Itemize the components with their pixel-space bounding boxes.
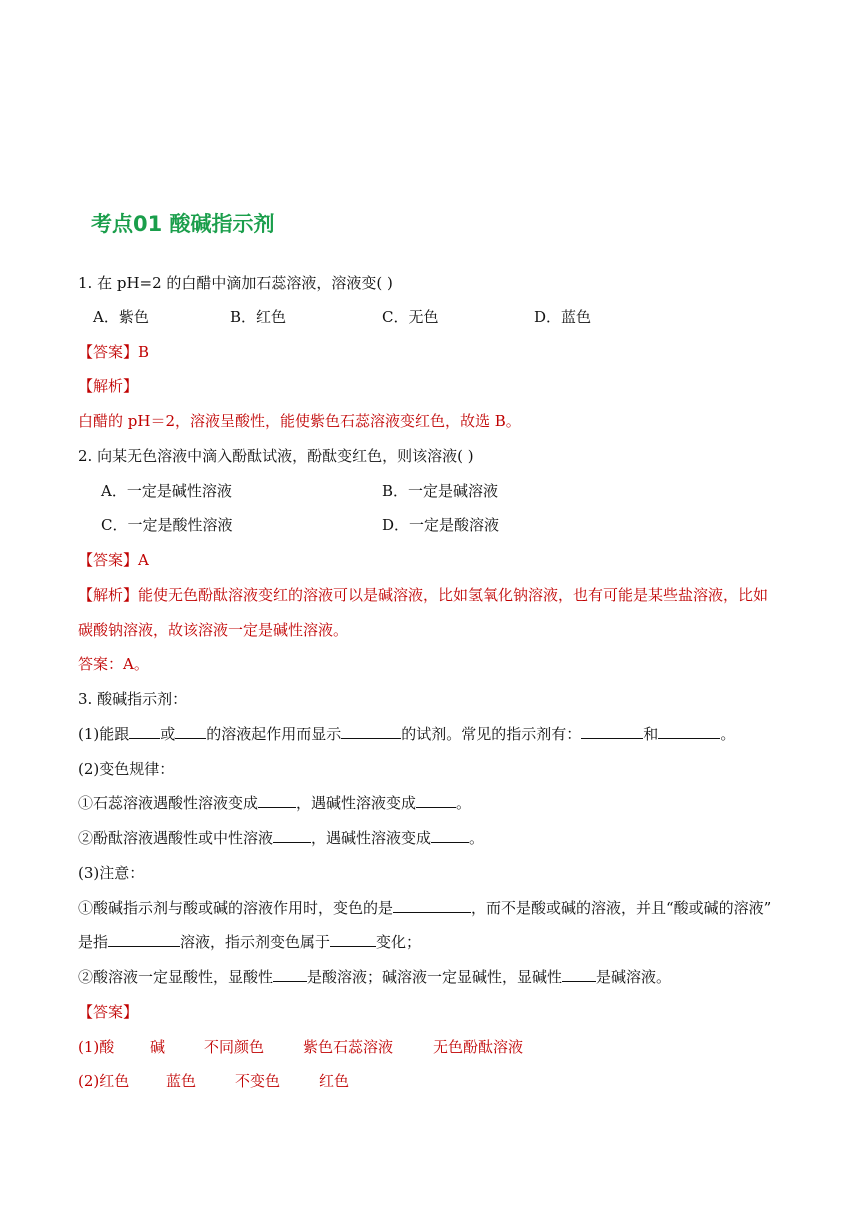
q3-part-3-item-1-line-2 xyxy=(78,932,421,952)
q1-answer: 【答案】B xyxy=(78,343,150,361)
q3-part-3-item-1-line-1 xyxy=(78,898,771,918)
q3-p1-text-d: 的试剂。常见的指示剂有： xyxy=(401,725,582,743)
q1-analysis-label: 【解析】 xyxy=(78,377,139,395)
q3-p2-2-text-a: ②酚酞溶液遇酸性或中性溶液 xyxy=(78,829,274,847)
blank[interactable] xyxy=(273,828,311,843)
q2-option-a: A．一定是碱性溶液 xyxy=(101,482,232,500)
q3-part-2-item-1 xyxy=(78,793,471,813)
q1-option-b: B．红色 xyxy=(230,308,287,326)
q3-p3-3-text-c: 是碱溶液。 xyxy=(596,968,672,986)
blank[interactable] xyxy=(393,898,471,913)
question-3-stem: 3. 酸碱指示剂： xyxy=(78,690,188,708)
q1-option-d: D．蓝色 xyxy=(534,308,592,326)
blank[interactable] xyxy=(108,932,180,947)
q3-p1-text-a: (1)能跟 xyxy=(78,725,130,743)
blank[interactable] xyxy=(341,724,401,739)
q3-p1-text-e: 和 xyxy=(643,725,659,743)
q3-p3-3-text-b: 是酸溶液；碱溶液一定显碱性，显碱性 xyxy=(307,968,563,986)
blank[interactable] xyxy=(562,967,596,982)
q3-p3-1-text-b: ，而不是酸或碱的溶液，并且“酸或碱的溶液” xyxy=(471,899,772,917)
q3-p1-text-b: 或 xyxy=(160,725,176,743)
q3-p2-1-text-c: 。 xyxy=(456,794,472,812)
q3-p3-1-text-a: ①酸碱指示剂与酸或碱的溶液作用时，变色的是 xyxy=(78,899,394,917)
q2-option-c: C．一定是酸性溶液 xyxy=(101,516,233,534)
q2-answer: 【答案】A xyxy=(78,551,149,569)
q3-answer-1-item: 碱 xyxy=(150,1038,166,1056)
q3-answer-label: 【答案】 xyxy=(78,1003,139,1021)
q3-answer-1-item: 不同颜色 xyxy=(204,1038,265,1056)
q3-p2-1-text-a: ①石蕊溶液遇酸性溶液变成 xyxy=(78,794,259,812)
q2-analysis-line-1: 【解析】能使无色酚酞溶液变红的溶液可以是碱溶液，比如氢氧化钠溶液，也有可能是某些盐溶液，比如 xyxy=(78,586,769,604)
q1-analysis: 白醋的 pH＝2，溶液呈酸性，能使紫色石蕊溶液变红色，故选 B。 xyxy=(78,412,521,430)
q3-p2-2-text-b: ，遇碱性溶液变成 xyxy=(311,829,432,847)
question-2-stem: 2. 向某无色溶液中滴入酚酞试液，酚酞变红色，则该溶液( ) xyxy=(78,447,474,465)
q3-answer-2-item: (2)红色 xyxy=(78,1072,130,1090)
q2-option-d: D．一定是酸溶液 xyxy=(382,516,500,534)
q3-answer-1-item: (1)酸 xyxy=(78,1038,115,1056)
blank[interactable] xyxy=(431,828,469,843)
q2-final-answer: 答案：A。 xyxy=(78,655,149,673)
blank[interactable] xyxy=(330,932,376,947)
blank[interactable] xyxy=(273,967,307,982)
q1-option-c: C．无色 xyxy=(382,308,439,326)
section-title: 考点01 酸碱指示剂 xyxy=(91,212,275,236)
q3-answer-1-item: 无色酚酞溶液 xyxy=(433,1038,524,1056)
blank[interactable] xyxy=(175,724,206,739)
q2-analysis-line-2: 碳酸钠溶液，故该溶液一定是碱性溶液。 xyxy=(78,621,349,639)
q1-option-a: A．紫色 xyxy=(93,308,149,326)
q3-answer-2-item: 蓝色 xyxy=(166,1072,197,1090)
q3-p3-2-text-b: 溶液，指示剂变色属于 xyxy=(180,933,331,951)
q3-p2-1-text-b: ，遇碱性溶液变成 xyxy=(296,794,417,812)
blank[interactable] xyxy=(129,724,160,739)
blank[interactable] xyxy=(258,793,296,808)
q3-part-3-item-2 xyxy=(78,967,671,987)
q3-answer-2-item: 红色 xyxy=(319,1072,350,1090)
q2-option-b: B．一定是碱溶液 xyxy=(382,482,499,500)
q3-part-1 xyxy=(78,724,735,744)
blank[interactable] xyxy=(581,724,643,739)
q3-part-2-item-2 xyxy=(78,828,484,848)
q3-p1-text-c: 的溶液起作用而显示 xyxy=(206,725,342,743)
q3-p3-2-text-c: 变化； xyxy=(376,933,422,951)
q3-p3-2-text-a: 是指 xyxy=(78,933,109,951)
blank[interactable] xyxy=(416,793,456,808)
q3-p2-2-text-c: 。 xyxy=(469,829,485,847)
q3-answer-2-item: 不变色 xyxy=(235,1072,281,1090)
q3-p1-text-f: 。 xyxy=(720,725,736,743)
q3-part-2-heading: (2)变色规律： xyxy=(78,760,175,778)
question-1-stem: 1. 在 pH=2 的白醋中滴加石蕊溶液，溶液变( ) xyxy=(78,274,393,292)
q3-answer-1-item: 紫色石蕊溶液 xyxy=(303,1038,394,1056)
q3-p3-3-text-a: ②酸溶液一定显酸性，显酸性 xyxy=(78,968,274,986)
q3-part-3-heading: (3)注意： xyxy=(78,864,145,882)
blank[interactable] xyxy=(658,724,720,739)
